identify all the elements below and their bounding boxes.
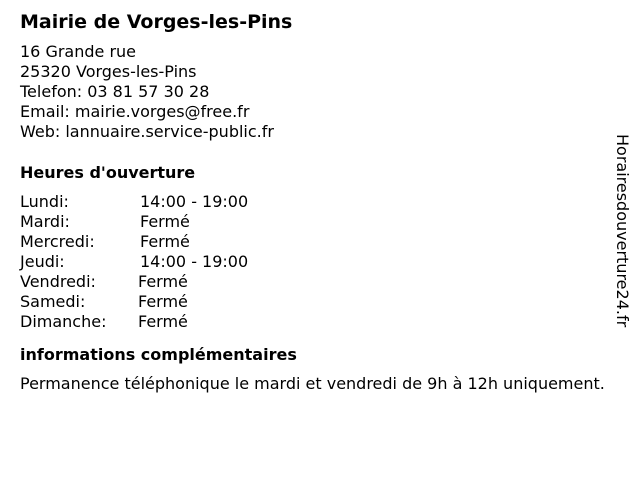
additional-info-heading: informations complémentaires bbox=[20, 345, 297, 364]
hours-row-monday bbox=[20, 192, 610, 212]
address-city: 25320 Vorges-les-Pins bbox=[20, 62, 197, 81]
day-hours: 14:00 - 19:00 bbox=[140, 192, 249, 211]
day-hours: Fermé bbox=[138, 292, 188, 311]
additional-info-text: Permanence téléphonique le mardi et vendredi de 9h à 12h uniquement. bbox=[20, 374, 605, 393]
hours-row-saturday bbox=[20, 292, 610, 312]
day-label: Dimanche: bbox=[20, 312, 107, 331]
day-label: Mardi: bbox=[20, 212, 70, 231]
website: Web: lannuaire.service-public.fr bbox=[20, 122, 274, 141]
address-block bbox=[20, 42, 610, 142]
hours-row-thursday bbox=[20, 252, 610, 272]
page-title: Mairie de Vorges-les-Pins bbox=[20, 11, 293, 33]
day-hours: 14:00 - 19:00 bbox=[140, 252, 249, 271]
day-label: Mercredi: bbox=[20, 232, 95, 251]
address-street: 16 Grande rue bbox=[20, 42, 137, 61]
phone-number: Telefon: 03 81 57 30 28 bbox=[20, 82, 210, 101]
day-label: Vendredi: bbox=[20, 272, 96, 291]
hours-row-friday bbox=[20, 272, 610, 292]
site-watermark: Horairesdouverture24.fr bbox=[613, 134, 632, 328]
day-hours: Fermé bbox=[138, 272, 188, 291]
day-hours: Fermé bbox=[140, 232, 190, 251]
hours-row-wednesday bbox=[20, 232, 610, 252]
opening-hours-heading: Heures d'ouverture bbox=[20, 163, 196, 182]
day-label: Samedi: bbox=[20, 292, 86, 311]
town-hall-card bbox=[20, 8, 610, 394]
hours-row-tuesday bbox=[20, 212, 610, 232]
day-hours: Fermé bbox=[140, 212, 190, 231]
day-label: Lundi: bbox=[20, 192, 69, 211]
day-label: Jeudi: bbox=[20, 252, 65, 271]
hours-row-sunday bbox=[20, 312, 610, 332]
opening-hours-list bbox=[20, 192, 610, 332]
day-hours: Fermé bbox=[138, 312, 188, 331]
email-address: Email: mairie.vorges@free.fr bbox=[20, 102, 250, 121]
